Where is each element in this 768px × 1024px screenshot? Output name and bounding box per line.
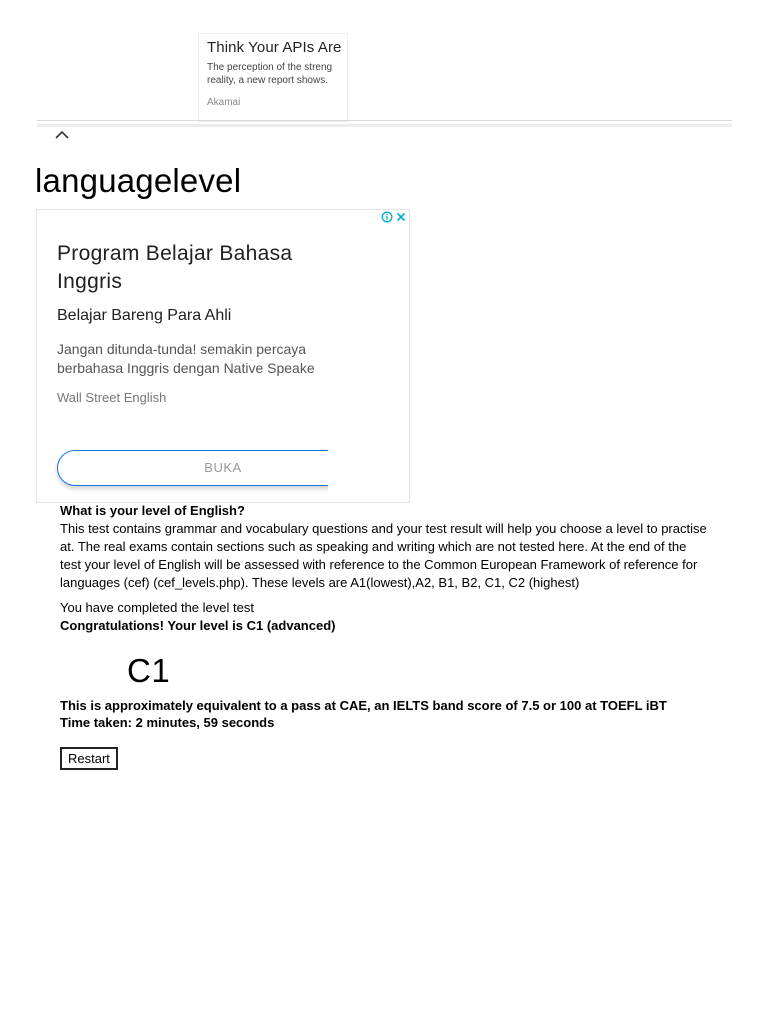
ad-description-line-2: berbahasa Inggris dengan Native Speake [57, 360, 315, 376]
divider [37, 120, 732, 121]
ad-creative[interactable] [37, 210, 328, 502]
close-icon[interactable] [395, 211, 407, 223]
ad-description [57, 340, 328, 378]
intro-description: This test contains grammar and vocabulary questions and your test result will help you choose a level to practise at. The real exams contain sections such as speaking and writing which are not tested here. At the end of the test your level of English will be assessed with reference to the Common European Framework of reference for languages (cef) (cef_levels.php). These levels are A1(lowest),A2, B1, B2, C1, C2 (highest) [60, 521, 707, 590]
ad-advertiser: Wall Street English [57, 390, 167, 405]
ad-headline[interactable]: Program Belajar Bahasa Inggris [57, 242, 293, 293]
display-ad[interactable] [36, 209, 410, 503]
ad-description-line-1: Jangan ditunda-tunda! semakin percaya [57, 341, 307, 357]
level-result: C1 [127, 652, 171, 689]
completed-message: You have completed the level test [60, 600, 254, 615]
collapse-ad-button[interactable] [52, 126, 72, 144]
top-ad-body [207, 61, 348, 87]
top-ad-source: Akamai [207, 97, 241, 108]
ad-open-button-label: BUKA [204, 460, 242, 475]
intro-question: What is your level of English? [60, 503, 245, 518]
congratulations-message: Congratulations! Your level is C1 (advanced) [60, 618, 336, 633]
ad-subheadline: Belajar Bareng Para Ahli [57, 307, 232, 324]
test-intro [60, 502, 710, 592]
info-icon[interactable] [381, 211, 393, 223]
restart-button[interactable]: Restart [60, 747, 118, 770]
top-ad-title[interactable]: Think Your APIs Are [207, 39, 342, 56]
top-banner-ad[interactable] [198, 33, 348, 122]
divider [37, 124, 732, 127]
chevron-up-icon [54, 130, 70, 140]
page-title: languagelevel [35, 162, 242, 199]
ad-open-button[interactable] [57, 450, 328, 486]
top-ad-body-line-2: reality, a new report shows. [207, 75, 328, 86]
top-ad-body-line-1: The perception of the streng [207, 62, 333, 73]
equivalence-message: This is approximately equivalent to a pass at CAE, an IELTS band score of 7.5 or 100 at TOEFL iBT [60, 698, 667, 713]
ad-choices[interactable] [381, 211, 407, 223]
time-taken: Time taken: 2 minutes, 59 seconds [60, 715, 275, 730]
